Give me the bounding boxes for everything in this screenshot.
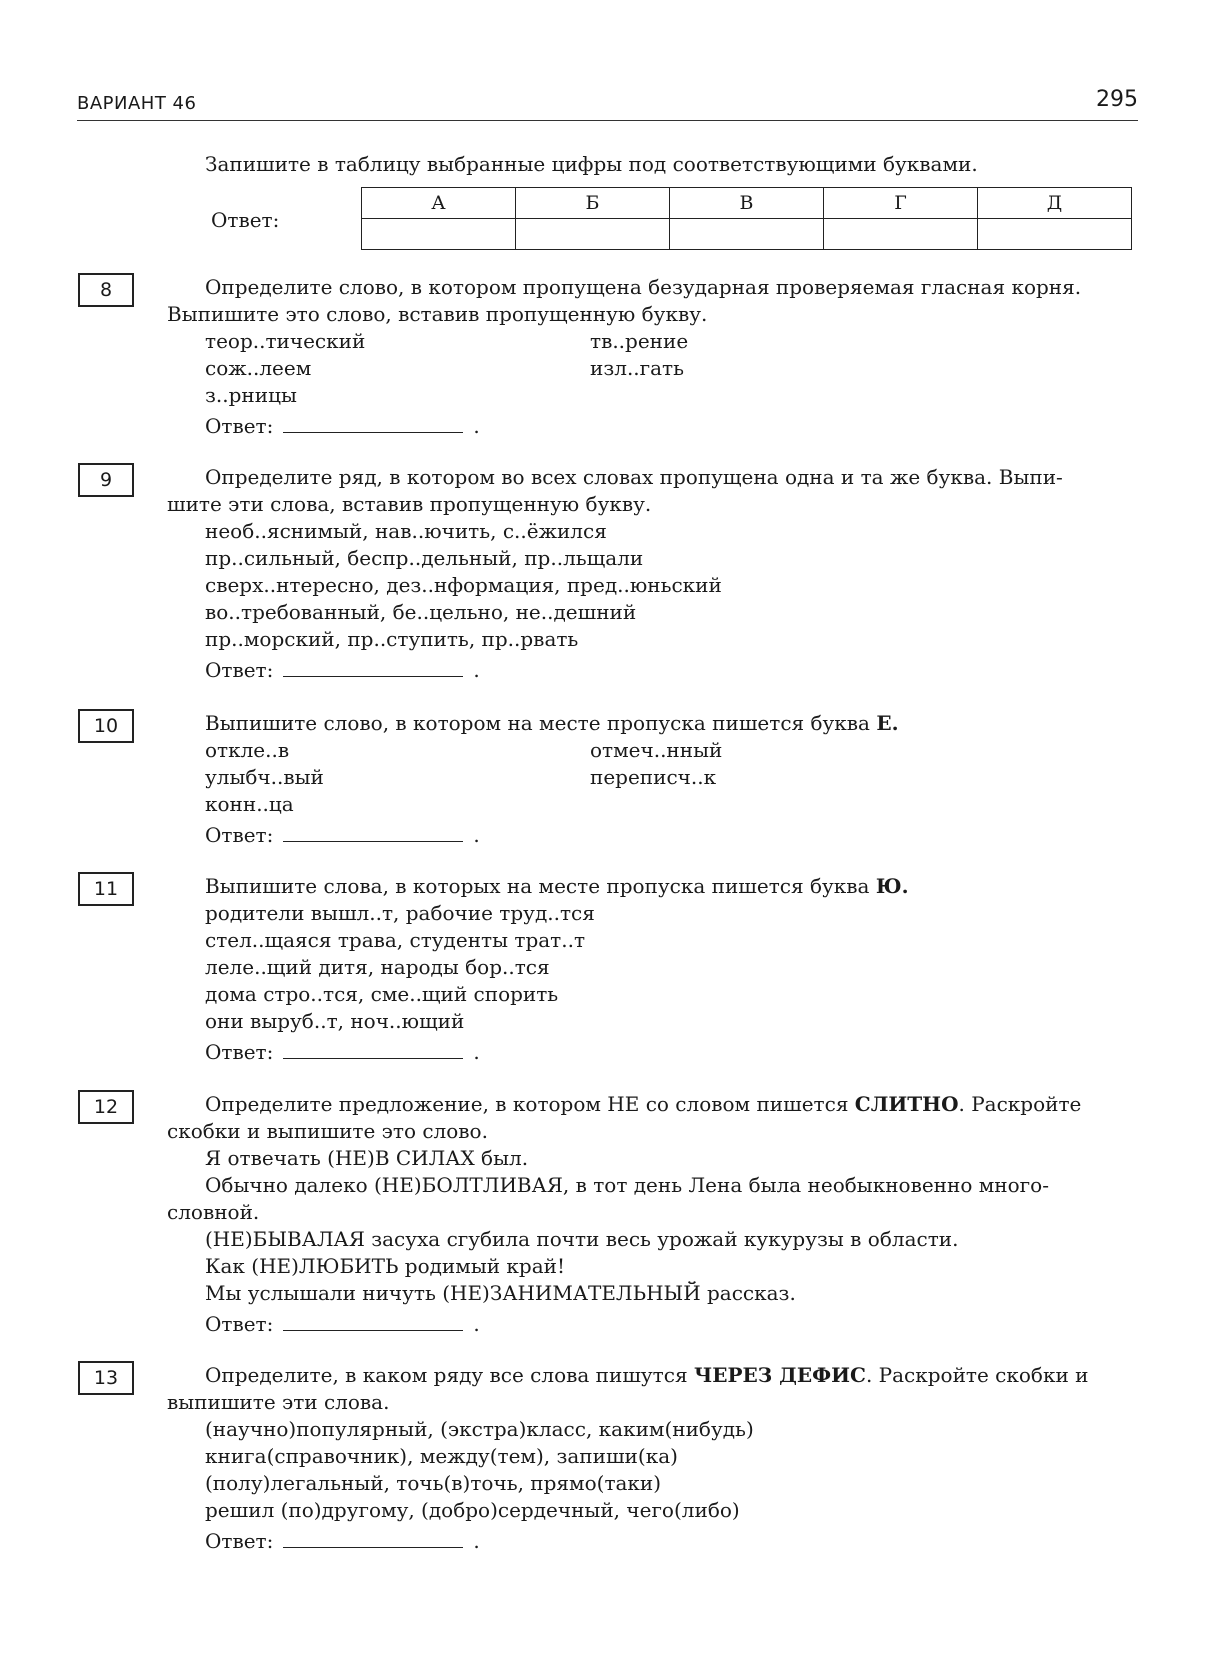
task-9-option: пр..морский, пр..ступить, пр..рвать bbox=[205, 627, 579, 651]
answer-label: Ответ: bbox=[205, 1312, 274, 1336]
task-11-instruction bbox=[205, 873, 909, 901]
answer-label: Ответ: bbox=[205, 1040, 274, 1064]
task-9-answer bbox=[205, 657, 480, 685]
task-13-option: (полу)легальный, точь(в)точь, прямо(таки) bbox=[205, 1471, 662, 1495]
task-11-option: они выруб..т, ноч..ющий bbox=[205, 1009, 465, 1033]
task-10-option: переписч..к bbox=[590, 765, 717, 789]
task-number-12: 12 bbox=[78, 1090, 134, 1124]
page-number: 295 bbox=[1096, 87, 1138, 112]
answer-cell-a[interactable] bbox=[362, 219, 516, 250]
task-8-instruction-1: Определите слово, в котором пропущена безударная проверяемая гласная корня. bbox=[205, 275, 1082, 299]
task-12-instruction-2: скобки и выпишите это слово. bbox=[167, 1119, 488, 1143]
task-8-answer bbox=[205, 413, 480, 441]
task-8-option: изл..гать bbox=[590, 356, 685, 380]
task-11-option: родители вышл..т, рабочие труд..тся bbox=[205, 901, 595, 925]
answer-cell-d[interactable] bbox=[978, 219, 1132, 250]
task-13-instruction-pre: Определите, в каком ряду все слова пишутся bbox=[205, 1363, 688, 1387]
task-12-option: Обычно далеко (НЕ)БОЛТЛИВАЯ, в тот день Лена была необыкновенно много- bbox=[205, 1173, 1049, 1197]
task-11-option: леле..щий дитя, народы бор..тся bbox=[205, 955, 550, 979]
task-12-instruction-1 bbox=[205, 1091, 1081, 1119]
task-9-option: сверх..нтересно, дез..нформация, пред..юньский bbox=[205, 573, 722, 597]
task-13-option: решил (по)другому, (добро)сердечный, чего(либо) bbox=[205, 1498, 740, 1522]
task-9-option: пр..сильный, беспр..дельный, пр..льщали bbox=[205, 546, 644, 570]
task-11-option: дома стро..тся, сме..щий спорить bbox=[205, 982, 559, 1006]
task-10-option: улыбч..вый bbox=[205, 765, 324, 789]
task-8-option: тв..рение bbox=[590, 329, 689, 353]
answer-input-line[interactable] bbox=[283, 1529, 463, 1548]
answer-label: Ответ: bbox=[205, 823, 274, 847]
answer-table bbox=[361, 187, 1132, 250]
task-10-option: конн..ца bbox=[205, 792, 294, 816]
task-number-10: 10 bbox=[78, 709, 134, 743]
answer-table-input-row bbox=[362, 219, 1132, 250]
task-12-instruction-bold: СЛИТНО bbox=[854, 1092, 959, 1116]
variant-title: ВАРИАНТ 46 bbox=[77, 93, 197, 114]
answer-input-line[interactable] bbox=[283, 658, 463, 677]
task-8-instruction-2: Выпишите это слово, вставив пропущенную букву. bbox=[167, 302, 708, 326]
task-9-instruction-2: шите эти слова, вставив пропущенную букву. bbox=[167, 492, 652, 516]
answer-table-header-g: Г bbox=[824, 188, 978, 219]
task-number-13: 13 bbox=[78, 1361, 134, 1395]
task-12-answer bbox=[205, 1311, 480, 1339]
task-13-instruction-1 bbox=[205, 1362, 1088, 1390]
answer-label: Ответ: bbox=[205, 658, 274, 682]
table-answer-label: Ответ: bbox=[211, 208, 280, 232]
task-12-option: словной. bbox=[167, 1200, 260, 1224]
task-13-instruction-post: . Раскройте скобки и bbox=[865, 1363, 1089, 1387]
answer-table-header-d: Д bbox=[978, 188, 1132, 219]
task-12-instruction-pre: Определите предложение, в котором НЕ со словом пишется bbox=[205, 1092, 849, 1116]
task-9-option: необ..яснимый, нав..ючить, с..ёжился bbox=[205, 519, 607, 543]
answer-cell-g[interactable] bbox=[824, 219, 978, 250]
task-number-11: 11 bbox=[78, 872, 134, 906]
task-11-option: стел..щаяся трава, студенты трат..т bbox=[205, 928, 586, 952]
task-8-option: теор..тический bbox=[205, 329, 366, 353]
answer-input-line[interactable] bbox=[283, 1040, 463, 1059]
task-number-9: 9 bbox=[78, 463, 134, 497]
task-12-option: (НЕ)БЫВАЛАЯ засуха сгубила почти весь урожай кукурузы в области. bbox=[205, 1227, 959, 1251]
answer-end: . bbox=[473, 1040, 480, 1064]
answer-cell-b[interactable] bbox=[516, 219, 670, 250]
answer-end: . bbox=[473, 1529, 480, 1553]
answer-end: . bbox=[473, 414, 480, 438]
task-12-option: Как (НЕ)ЛЮБИТЬ родимый край! bbox=[205, 1254, 566, 1278]
answer-table-header-row bbox=[362, 188, 1132, 219]
task-8-option: з..рницы bbox=[205, 383, 297, 407]
answer-label: Ответ: bbox=[205, 1529, 274, 1553]
task-12-instruction-post: . Раскройте bbox=[958, 1092, 1082, 1116]
task-11-answer bbox=[205, 1039, 480, 1067]
task-12-option: Я отвечать (НЕ)В СИЛАХ был. bbox=[205, 1146, 529, 1170]
task-9-instruction-1: Определите ряд, в котором во всех словах пропущена одна и та же буква. Выпи- bbox=[205, 465, 1063, 489]
task-10-instruction bbox=[205, 710, 899, 738]
answer-input-line[interactable] bbox=[283, 1312, 463, 1331]
answer-table-header-b: Б bbox=[516, 188, 670, 219]
answer-table-header-v: В bbox=[670, 188, 824, 219]
task-9-option: во..требованный, бе..цельно, не..дешний bbox=[205, 600, 637, 624]
task-13-instruction-bold: ЧЕРЕЗ ДЕФИС bbox=[693, 1363, 866, 1387]
task-number-8: 8 bbox=[78, 273, 134, 307]
answer-input-line[interactable] bbox=[283, 823, 463, 842]
answer-end: . bbox=[473, 658, 480, 682]
task-12-option: Мы услышали ничуть (НЕ)ЗАНИМАТЕЛЬНЫЙ рассказ. bbox=[205, 1281, 796, 1305]
task-10-answer bbox=[205, 822, 480, 850]
task-10-option: отмеч..нный bbox=[590, 738, 723, 762]
task-11-instruction-text: Выпишите слова, в которых на месте пропуска пишется буква bbox=[205, 874, 870, 898]
table-instruction: Запишите в таблицу выбранные цифры под соответствующими буквами. bbox=[205, 152, 978, 176]
answer-input-line[interactable] bbox=[283, 414, 463, 433]
task-10-letter: Е. bbox=[876, 711, 899, 735]
answer-cell-v[interactable] bbox=[670, 219, 824, 250]
task-10-option: откле..в bbox=[205, 738, 290, 762]
task-13-option: (научно)популярный, (экстра)класс, каким(нибудь) bbox=[205, 1417, 754, 1441]
task-11-letter: Ю. bbox=[875, 874, 909, 898]
task-8-option: сож..леем bbox=[205, 356, 312, 380]
answer-end: . bbox=[473, 1312, 480, 1336]
running-head bbox=[77, 86, 1138, 121]
answer-table-header-a: А bbox=[362, 188, 516, 219]
task-13-option: книга(справочник), между(тем), запиши(ка) bbox=[205, 1444, 678, 1468]
task-10-instruction-text: Выпишите слово, в котором на месте пропуска пишется буква bbox=[205, 711, 870, 735]
answer-end: . bbox=[473, 823, 480, 847]
task-13-answer bbox=[205, 1528, 480, 1556]
answer-label: Ответ: bbox=[205, 414, 274, 438]
task-13-instruction-2: выпишите эти слова. bbox=[167, 1390, 390, 1414]
